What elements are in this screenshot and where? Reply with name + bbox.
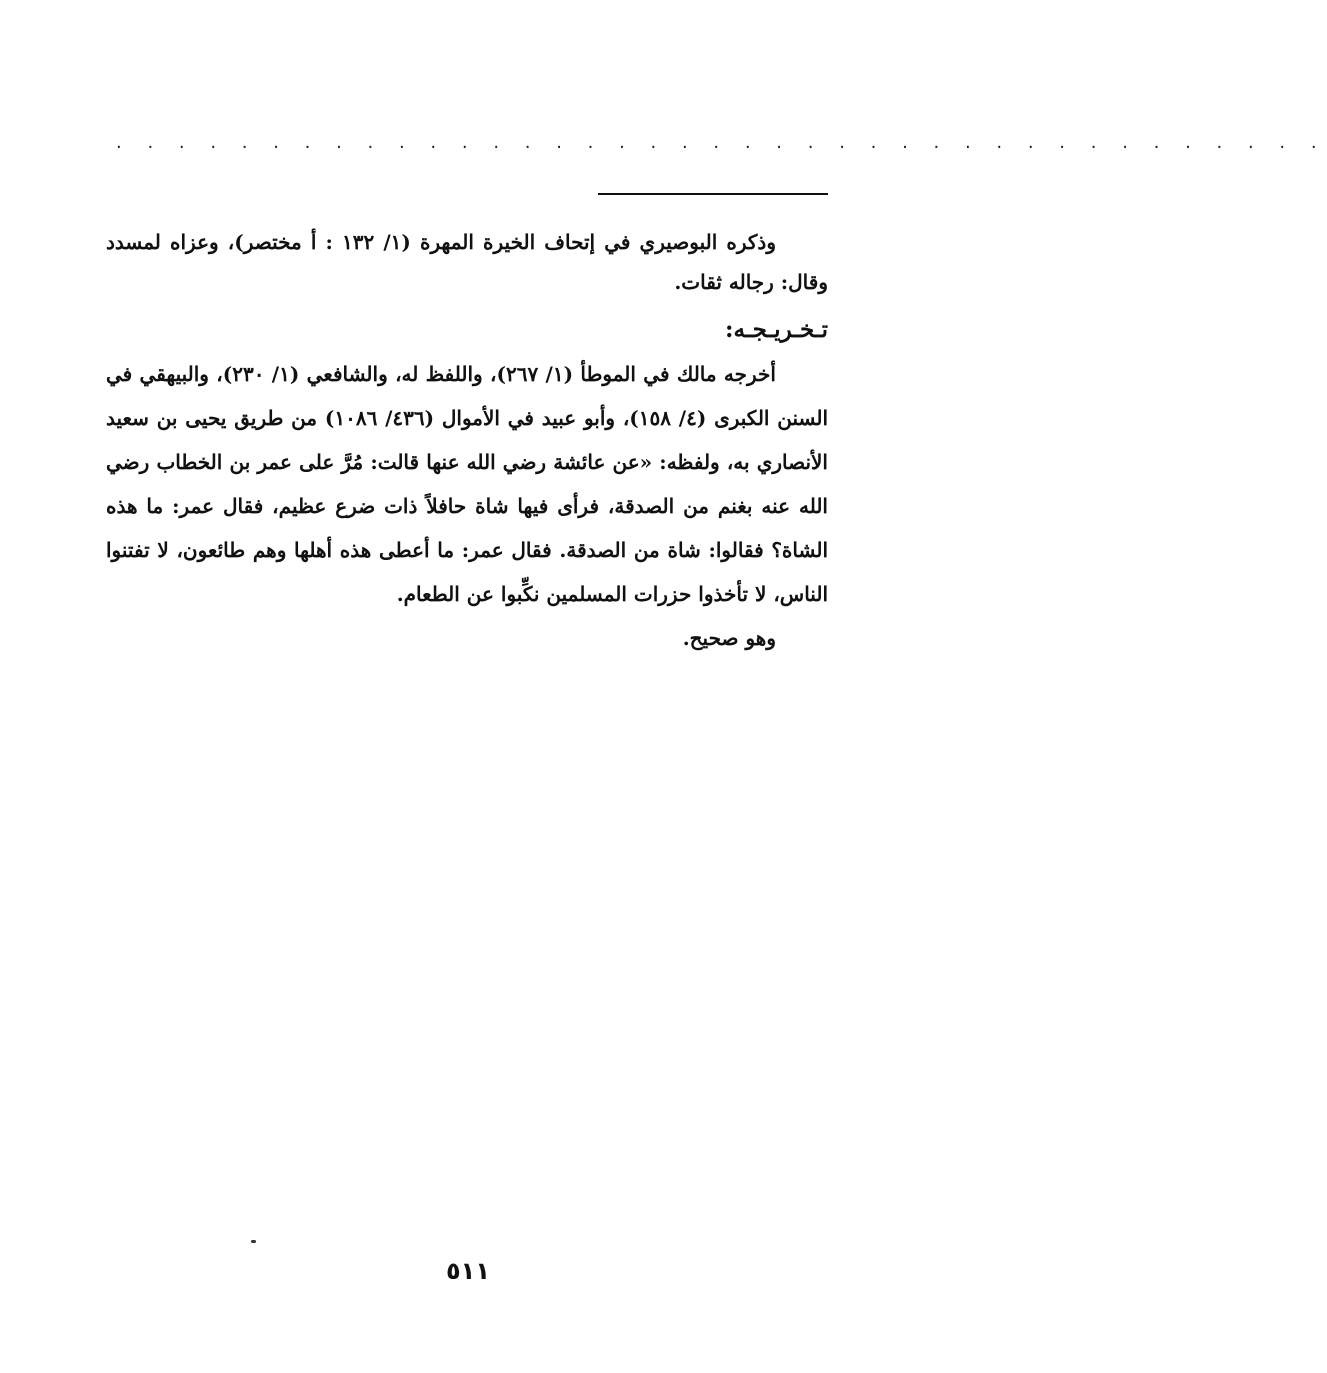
- footnote: [106, 222, 828, 302]
- page-number: ٥١١: [446, 1257, 490, 1285]
- footnote-text: وذكره البوصيري في إتحاف الخيرة المهرة (١/ ١٣٢ : أ مختصر)، وعزاه لمسدد وقال: رجاله ثقات.: [106, 230, 828, 294]
- takhrij-paragraph: أخرجه مالك في الموطأ (١/ ٢٦٧)، واللفظ له، والشافعي (١/ ٢٣٠)، والبيهقي في السنن الكبرى (٤/ ١٥٨)، وأبو عبيد في الأموال (٤٣٦/ ١٠٨٦) من طريق يحيى بن سعيد الأنصاري به، ولفظه: «عن عائشة رضي الله عنها قالت: مُرَّ على عمر بن الخطاب رضي الله عنه بغنم من الصدقة، فرأى فيها شاة حافلاً ذات ضرع عظيم، فقال عمر: ما هذه الشاة؟ فقالوا: شاة من الصدقة. فقال عمر: ما أعطى هذه أهلها وهم طائعون، لا تفتنوا الناس، لا تأخذوا حزرات المسلمين نكِّبوا عن الطعام.: [106, 362, 829, 606]
- closing-line: وهو صحيح.: [682, 626, 776, 650]
- scan-speck: [251, 1240, 256, 1243]
- section-heading: تـخـريـجـه:: [725, 316, 828, 343]
- footnote-rule: [598, 193, 828, 195]
- dotted-separator: · · · · · · · · · · · · · · · · · · · · · · · · · · · · · · · · · · · · · · ·: [116, 137, 1327, 158]
- main-text: [106, 352, 828, 660]
